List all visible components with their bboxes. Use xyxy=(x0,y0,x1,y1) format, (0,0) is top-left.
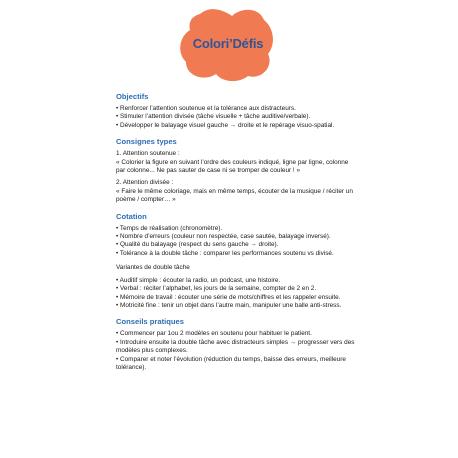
document-body xyxy=(116,92,366,379)
list-item: tolérance). xyxy=(116,363,147,371)
consigne-1 xyxy=(116,150,366,175)
section-consignes xyxy=(116,137,366,204)
list-item: • Renforcer l’attention soutenue et la tolérance aux distracteurs. xyxy=(116,105,296,112)
list-item: • Stimuler l’attention divisée (tâche visuelle + tâche auditive/verbale). xyxy=(116,113,311,121)
section-conseils xyxy=(116,317,366,372)
list-item: • Introduire ensuite la double tâche avec distracteurs simples → progresser vers des xyxy=(116,338,355,346)
text-line: 1. Attention soutenue : xyxy=(116,150,180,158)
list-item: • Motricité fine : tenir un objet dans l’autre main, manipuler une balle anti-stress. xyxy=(116,301,342,309)
section-title: Objectifs xyxy=(116,92,149,101)
logo xyxy=(178,6,278,82)
text-line: par colonne... Ne pas sauter de case ni se tromper de couleur ! » xyxy=(116,167,301,175)
list-item: • Mémoire de travail : écouter une série de mots/chiffres et les rappeler ensuite. xyxy=(116,293,341,301)
section-title: Cotation xyxy=(116,211,147,221)
text-line: « Colorier la figure en suivant l’ordre des couleurs indiqué, ligne par ligne, colonne xyxy=(116,158,349,166)
text-line: 2. Attention divisée : xyxy=(116,179,174,187)
list-item: • Nombre d’erreurs (couleur non respectée, case sautée, balayage inversé). xyxy=(116,233,331,241)
list-item: • Commencer par 1ou 2 modèles en soutenu pour habituer le patient. xyxy=(116,330,312,338)
logo-title: Colori’Défis xyxy=(192,36,264,51)
section-objectifs xyxy=(116,92,366,130)
text-line: poème / compter… » xyxy=(116,196,176,204)
list-item: • Auditif simple : écouter la radio, un podcast, une histoire. xyxy=(116,276,281,284)
list-item: • Développer le balayage visuel gauche → droite et le repérage visuo-spatial. xyxy=(116,121,335,129)
consigne-2 xyxy=(116,179,366,204)
section-cotation xyxy=(116,212,366,311)
variantes-heading: Variantes de double tâche xyxy=(116,264,190,272)
list-item: • Temps de réalisation (chronomètre). xyxy=(116,224,223,232)
text-line: « Faire le même coloriage, mais en même temps, écouter de la musique / réciter un xyxy=(116,187,353,195)
list-item: • Qualité du balayage (respect du sens gauche → droite). xyxy=(116,241,279,249)
section-title: Conseils pratiques xyxy=(116,317,184,327)
list-item: modèles plus complexes. xyxy=(116,347,188,355)
list-item: • Verbal : réciter l’alphabet, les jours de la semaine, compter de 2 en 2. xyxy=(116,285,317,293)
list-item: • Tolérance à la double tâche : comparer les performances soutenu vs divisé. xyxy=(116,249,334,257)
section-title: Consignes types xyxy=(116,137,177,147)
list-item: • Comparer et noter l’évolution (réduction du temps, baisse des erreurs, meilleure xyxy=(116,355,346,363)
